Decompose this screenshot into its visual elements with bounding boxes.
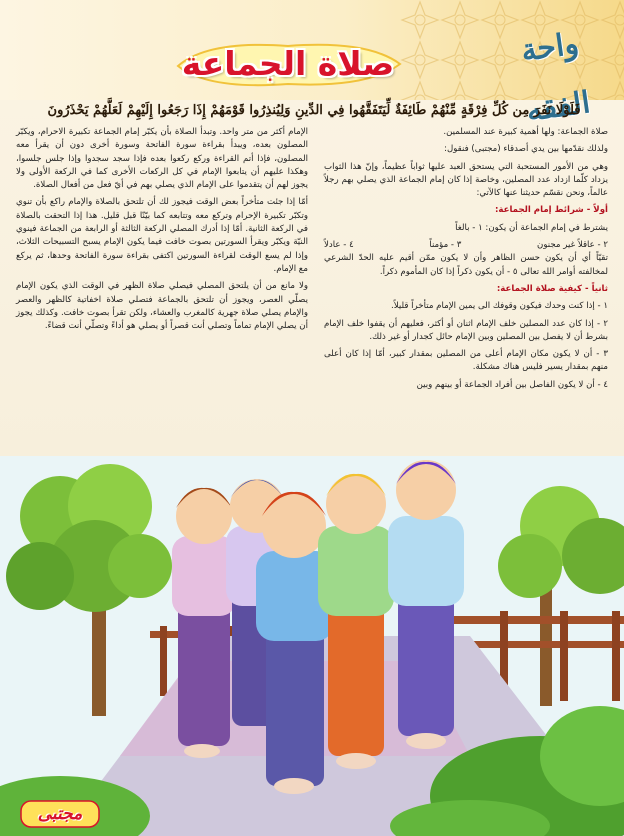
paragraph: الإمام أكثر من متر واحد. وتبدأ الصلاة بأن يكبّر إمام الجماعة تكبيرة الاحرام، ويكبّر المصلون بعده، ويبدأ بقراءة سورة الفاتحة وسورة أخرى دون أن يقرأ معه المصلون، فإذا أتم القراءة وركع ركعوا بعده فإذا سجد سجدوا وإذا جلس جلسوا، وهكذا عليهم أن يتابعوا الإمام في كل الركعات الأخرى كما في الركعة الأولى ولا يجوز لهم أن يتقدموا على الإمام الذي يصلي بهم في أيّ فعل من أفعال الصلاة. (16, 127, 308, 191)
condition-item: ٣ - مؤمناً (429, 240, 462, 251)
paragraph: ٣ - أن لا يكون مكان الإمام أعلى من المصلين بمقدار كبير، أمّا إذا كان أعلى منهم بمقدار يسير فليس هناك مشكلة. (324, 349, 608, 373)
condition-item: ٤ - عادلاً (324, 240, 354, 251)
paragraph: وهي من الأمور المستحبة التي يستحق العبد عليها ثواباً عظيماً، وإنّ هذا الثواب يزداد كلّما ازداد عدد المصلين، وخاصة إذا كان إمام الجماعة الذي يصلي بهم رجلاً عالماً، ونحن نقسّم حديثنا عنها كالآتي: (324, 161, 608, 199)
paragraph: ولذلك نقدّمها بين يدي أصدقاء (مجتبى) فنقول: (444, 144, 608, 155)
subheading: ثانياً - كيفية صلاة الجماعة: (496, 283, 608, 294)
page-title: صلاة الجماعة (181, 44, 395, 83)
article-column-right (324, 126, 608, 396)
quran-verse: فَلَوْلَا نَفَرَ مِن كُلِّ فِرْقَةٍ مِّنْهُمْ طَائِفَةٌ لِّيَتَفَقَّهُوا فِي الدِّينِ وَلِيُنذِرُوا قَوْمَهُمْ إِذَا رَجَعُوا إِلَيْهِمْ لَعَلَّهُمْ يَحْذَرُونَ (47, 103, 581, 118)
paragraph: ٤ - أن لا يكون الفاصل بين أفراد الجماعة أو بينهم وبين (416, 379, 608, 390)
paragraph: ١ - إذا كنت وحدك فيكون وقوفك الى يمين الإمام متأخراً قليلاً. (391, 301, 608, 312)
paragraph: أمّا إذا جئت متأخراً بعض الوقت فيجوز لك أن تلتحق بالصلاة والإمام راكع بأن تنوي وتكبّر تكبيرة الإحرام وتركع معه وتتابعه كما بيّنّا قبل قليل. هذا إذا التحقت بالصلاة في الركعة الثانية. أمّا إذا أدرك المصلي الركعة الثالثة أو الرابعة من الجماعة فينوي النيّة ويكبّر ويقرأ السورتين بصوت خافت فيما يكون الإمام يسبح التسبيحات الثلاث، وإذا لم يسع الوقت لقراءة السورتين اكتفى بقراءة سورة الفاتحة وحدها، ثم يركع مع الإمام. (16, 197, 308, 274)
illustration-boys-praying (0, 456, 624, 836)
paragraph: تقيّاً أي أن يكون حسن الظاهر وأن لا يكون ممّن أقيم عليه الحدّ الشرعي لمخالفته أوامر الله تعالى ٥ - أن يكون ذكراً إذا كان المأموم ذكراً. (324, 253, 608, 277)
section-title: واحة الفقه (519, 26, 593, 129)
paragraph: ولا مانع من أن يلتحق المصلي فيصلي صلاة الظهر في الوقت الذي يكون الإمام يصلّي العصر، ويجوز أن تلتحق بالجماعة فتصلي صلاة اخفاتية كالظهر والعصر والإمام يصلي صلاة جهرية كالمغرب والعشاء، ولكن تقرأ بصوت خافت. وكذلك يجوز أن يصلي الإمام تماماً وتصلي أنت قصراً أو يصلي هو أداءً وتصلّي أنت قضاءً. (16, 281, 308, 332)
paragraph: ٢ - إذا كان عدد المصلين خلف الإمام اثنان أو أكثر، فعليهم أن يقفوا خلف الإمام بشرط أن لا يفصل بين المصلين وبين الإمام حائل كجدار أو غير ذلك. (324, 318, 608, 342)
article-column-left (16, 126, 308, 337)
paragraph: صلاة الجماعة: ولها أهمية كبيرة عند المسلمين. (443, 127, 608, 137)
paragraph: يشترط في إمام الجماعة أن يكون: ١ - بالغاً (455, 222, 608, 233)
boy-figure (172, 488, 236, 758)
boy-figure (388, 460, 464, 749)
conditions-row (324, 239, 608, 252)
condition-item: ٢ - عاقلاً غير مجنون (537, 240, 608, 251)
subheading: أولاً - شرائط إمام الجماعة: (494, 205, 608, 216)
magazine-logo: مجتبى (37, 804, 83, 824)
